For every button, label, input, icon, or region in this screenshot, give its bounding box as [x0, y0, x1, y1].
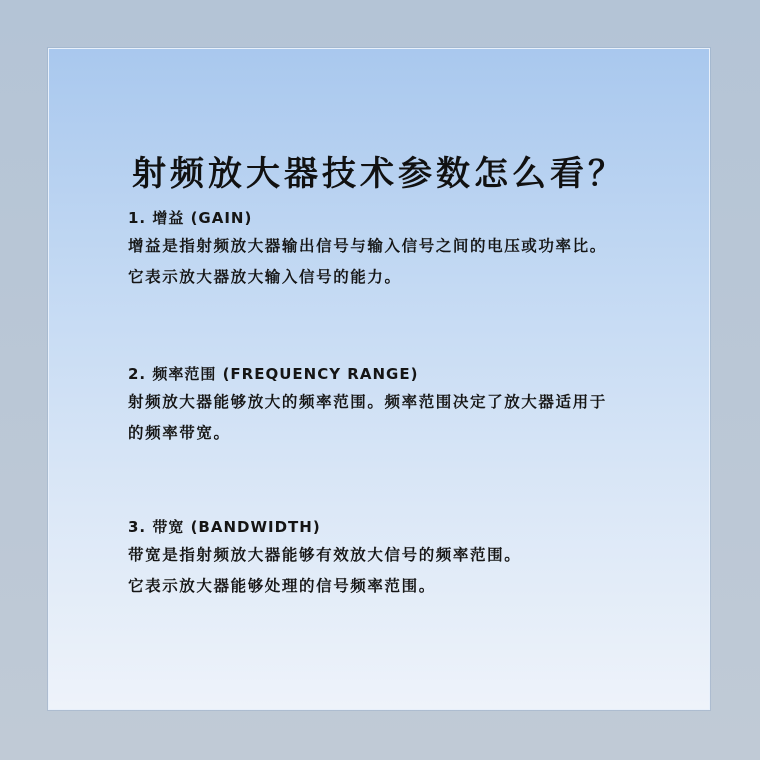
section-text-line: 它表示放大器能够处理的信号频率范围。	[128, 577, 436, 595]
section-heading: 2. 频率范围 (FREQUENCY RANGE)	[128, 365, 419, 383]
section-frequency-range	[128, 363, 698, 444]
section-text-line: 它表示放大器放大输入信号的能力。	[128, 268, 402, 286]
section-heading: 1. 增益 (GAIN)	[128, 209, 253, 227]
section-gain	[128, 207, 698, 288]
section-text-line: 的频率带宽。	[128, 424, 231, 442]
content-card	[48, 48, 710, 710]
section-bandwidth	[128, 516, 698, 597]
section-heading: 3. 带宽 (BANDWIDTH)	[128, 518, 321, 536]
page-title: 射频放大器技术参数怎么看？	[132, 154, 626, 194]
section-text-line: 增益是指射频放大器输出信号与输入信号之间的电压或功率比。	[128, 237, 607, 255]
section-text-line: 射频放大器能够放大的频率范围。频率范围决定了放大器适用于	[128, 393, 607, 411]
section-text-line: 带宽是指射频放大器能够有效放大信号的频率范围。	[128, 546, 522, 564]
